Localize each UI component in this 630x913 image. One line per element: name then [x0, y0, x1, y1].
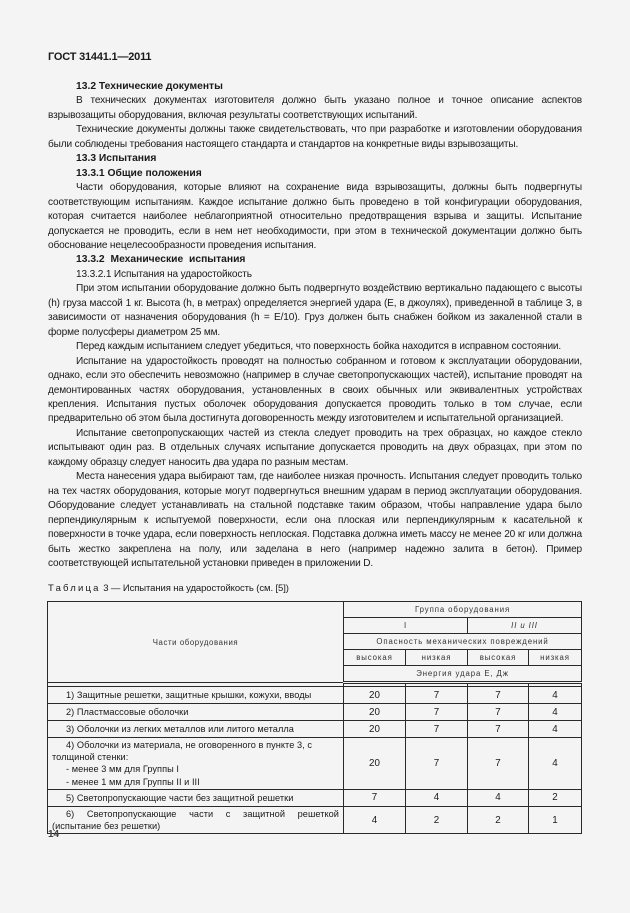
- row-value: 7: [406, 738, 468, 790]
- row-value: 7: [468, 687, 529, 704]
- row-value: 4: [529, 721, 582, 738]
- table-row: [48, 806, 582, 833]
- paragraph: В технических документах изготовителя должно быть указано полное и точное описание аспектов взрывозащиты оборудования, включая результаты соответствующих испытаний.: [48, 95, 582, 121]
- row-value: 7: [468, 721, 529, 738]
- header-low-2: низкая: [529, 650, 582, 666]
- header-high-1: высокая: [344, 650, 406, 666]
- section-heading-13-3: 13.3 Испытания: [76, 153, 157, 165]
- row-value: 20: [344, 721, 406, 738]
- row-part: 5) Светопропускающие части без защитной решетки: [48, 789, 344, 806]
- table-row: [48, 704, 582, 721]
- row-value: 4: [406, 789, 468, 806]
- page-number: 14: [48, 829, 60, 840]
- row-value: 4: [529, 704, 582, 721]
- row-value: 2: [468, 806, 529, 833]
- table-row: [48, 687, 582, 704]
- table-caption-label: Таблица: [48, 583, 101, 594]
- document-body: [48, 80, 582, 571]
- row-part: 3) Оболочки из легких металлов или литого металла: [48, 721, 344, 738]
- row-part: 2) Пластмассовые оболочки: [48, 704, 344, 721]
- header-group-1: I: [344, 618, 468, 634]
- paragraph: Места нанесения удара выбирают там, где наиболее низкая прочность. Испытания следует проводить только на тех частях оборудования, которые могут подвергнуться внешним ударам в период эксплуатации оборудования. Оборудование следует устанавливать на стальной подставке таким образом, чтобы направление удара было перпендикулярным к испытуемой поверхности, если она плоская или перпендикулярным к касательной к поверхности в точке удара, если поверхность неплоская. Подставка должна иметь массу не менее 20 кг или должна быть жестко закреплена на полу, или заделана в него (например надежно залита в бетон). Пример соответствующей испытательной установки приведен в приложении D.: [48, 471, 582, 569]
- row-value: 4: [529, 738, 582, 790]
- impact-test-table: [47, 601, 582, 834]
- row-value: 7: [468, 738, 529, 790]
- row-value: 4: [344, 806, 406, 833]
- header-parts: Части оборудования: [48, 602, 344, 683]
- table-caption-title: 3 — Испытания на ударостойкость (см. [5]): [103, 583, 289, 594]
- row-part: 1) Защитные решетки, защитные крышки, кожухи, вводы: [48, 687, 344, 704]
- row-value: 20: [344, 704, 406, 721]
- table-row: [48, 789, 582, 806]
- paragraph: Испытание светопропускающих частей из стекла следует проводить на трех образцах, но каждое стекло испытывают один раз. В отдельных случаях испытание допускается проводить на двух образцах, при этом по каждому образцу следует наносить два удара по разным местам.: [48, 427, 582, 468]
- section-heading-13-3-2-1: 13.3.2.1 Испытания на ударостойкость: [76, 268, 252, 280]
- row-value: 20: [344, 738, 406, 790]
- row-value: 2: [529, 789, 582, 806]
- row-value: 7: [406, 687, 468, 704]
- row-part-main: 4) Оболочки из материала, не оговоренного в пункте 3, с толщиной стенки:: [52, 740, 312, 763]
- table-caption: [48, 583, 289, 594]
- row-value: 7: [344, 789, 406, 806]
- row-value: 1: [529, 806, 582, 833]
- header-low-1: низкая: [406, 650, 468, 666]
- paragraph: При этом испытании оборудование должно быть подвергнуто воздействию вертикально падающего с высоты (h) груза массой 1 кг. Высота (h, в метрах) определяется энергией удара (E, в джоулях), приведенной в таблице 3, в зависимости от назначения оборудования (h = E/10). Груз должен быть снабжен бойком из закаленной стали в форме полусферы диаметром 25 мм.: [48, 283, 582, 338]
- header-danger: Опасность механических повреждений: [344, 634, 582, 650]
- paragraph: Технические документы должны также свидетельствовать, что при разработке и изготовлении оборудования были соблюдены требования настоящего стандарта и стандартов на конкретные виды взрывозащиты.: [48, 124, 582, 150]
- header-group-2-3-label: II и III: [511, 621, 538, 630]
- row-value: 4: [529, 687, 582, 704]
- row-value: 7: [406, 721, 468, 738]
- row-part: 6) Светопропускающие части с защитной решеткой (испытание без решетки): [48, 806, 344, 833]
- section-heading-13-2: 13.2 Технические документы: [76, 81, 223, 92]
- table-row: [48, 721, 582, 738]
- header-energy: Энергия удара E, Дж: [344, 666, 582, 683]
- row-value: 2: [406, 806, 468, 833]
- section-heading-13-3-1: 13.3.1 Общие положения: [76, 167, 202, 179]
- paragraph: Перед каждым испытанием следует убедиться, что поверхность бойка находится в исправном состоянии.: [76, 341, 562, 353]
- row-value: 7: [406, 704, 468, 721]
- paragraph: Испытание на ударостойкость проводят на полностью собранном и готовом к эксплуатации оборудовании, однако, если это обеспечить невозможно (например в случае светопропускающих частей), испытание проводят на демонтированных частях оборудования, установленных в своих обычных или эквивалентных устройствах крепления. Испытания пустых оболочек оборудования допускается проводить только в том случае, если предварительно об этом была достигнута договоренность между изготовителем и испытательной организацией.: [48, 355, 582, 425]
- paragraph: Части оборудования, которые влияют на сохранение вида взрывозащиты, должны быть подвергнуты соответствующим испытаниям. Каждое испытание должно быть проведено в той конфигурации оборудования, которая считается наиболее неблагоприятной относительно предотвращения взрыва и защиты. Испытание допускается не проводить, если в нем нет необходимости, при этом в технической документации должно быть обоснование нецелесообразности проведения испытания.: [48, 182, 582, 251]
- row-value: 4: [468, 789, 529, 806]
- row-value: 20: [344, 687, 406, 704]
- header-group-2-3: [468, 618, 582, 634]
- header-high-2: высокая: [468, 650, 529, 666]
- row-value: 7: [468, 704, 529, 721]
- section-heading-13-3-2: 13.3.2 Механические испытания: [76, 254, 246, 266]
- row-part-sub: - менее 3 мм для Группы I: [66, 764, 179, 775]
- row-part-sub: - менее 1 мм для Группы II и III: [66, 776, 200, 787]
- header-group: Группа оборудования: [344, 602, 582, 618]
- row-part: [48, 738, 344, 790]
- document-header: ГОСТ 31441.1—2011: [48, 51, 152, 63]
- table-row: [48, 738, 582, 790]
